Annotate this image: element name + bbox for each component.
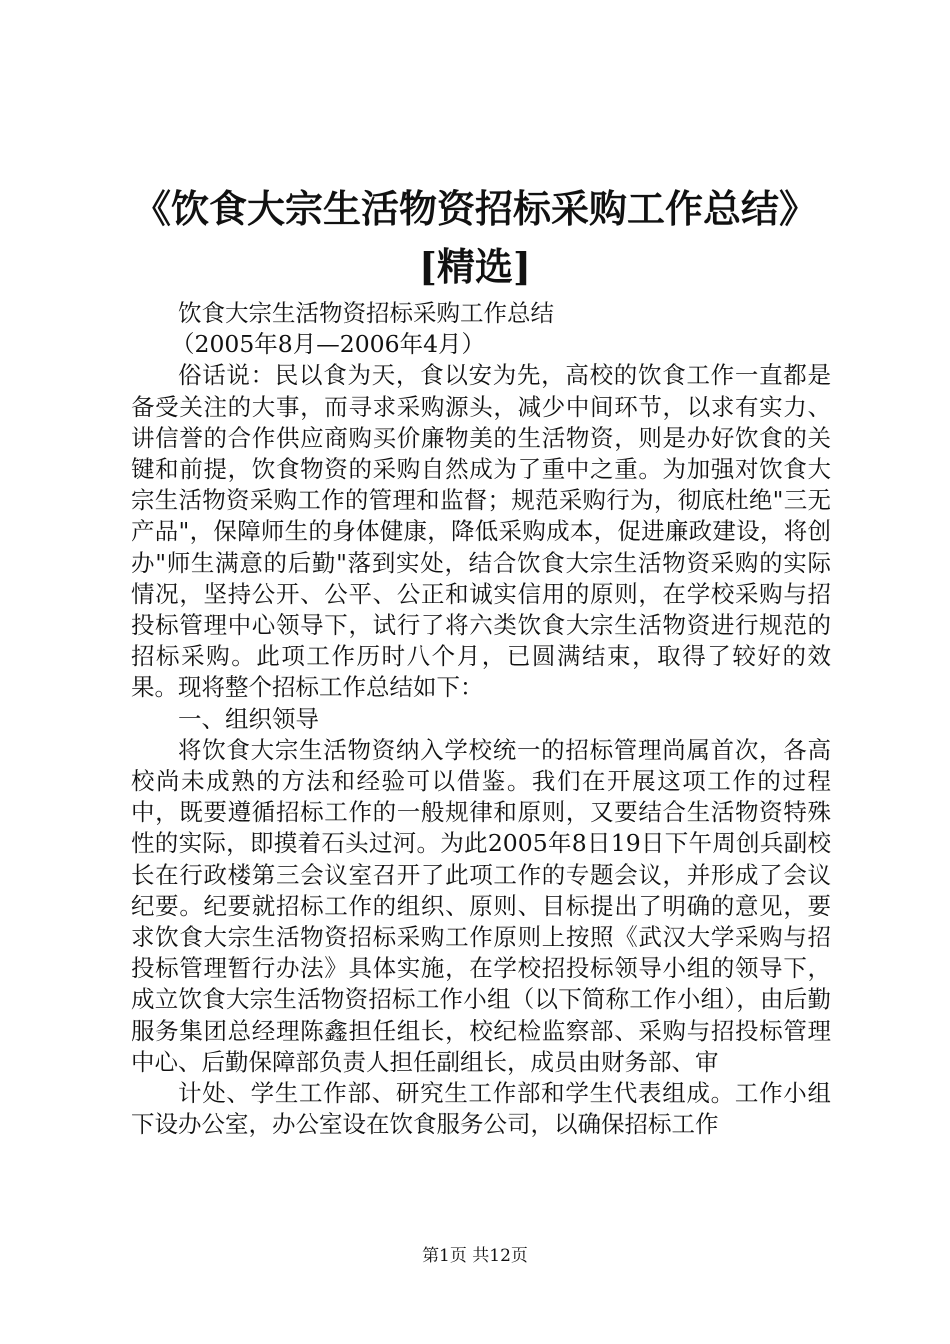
document-body <box>131 298 831 1140</box>
paragraph-date-range: （2005年8月—2006年4月） <box>171 330 486 359</box>
page-footer: 第1页 共12页 <box>422 1246 528 1266</box>
paragraph-continuation: 计处、学生工作部、研究生工作部和学生代表组成。工作小组下设办公室，办公室设在饮食服务公司，以确保招标工作 <box>131 1079 831 1139</box>
section-heading-organization: 一、组织领导 <box>178 704 319 733</box>
paragraph-intro: 俗话说：民以食为天，食以安为先，高校的饮食工作一直都是备受关注的大事，而寻求采购源头，减少中间环节，以求有实力、讲信誉的合作供应商购买价廉物美的生活物资，则是办好饮食的关键和前提，饮食物资的采购自然成为了重中之重。为加强对饮食大宗生活物资采购工作的管理和监督；规范采购行为，彻底杜绝"三无产品"，保障师生的身体健康，降低采购成本，促进廉政建设，将创办"师生满意的后勤"落到实处，结合饮食大宗生活物资采购的实际情况，坚持公开、公平、公正和诚实信用的原则，在学校采购与招投标管理中心领导下，试行了将六类饮食大宗生活物资进行规范的招标采购。此项工作历时八个月，已圆满结束，取得了较好的效果。现将整个招标工作总结如下： <box>131 361 831 702</box>
paragraph-organization: 将饮食大宗生活物资纳入学校统一的招标管理尚属首次，各高校尚未成熟的方法和经验可以借鉴。我们在开展这项工作的过程中，既要遵循招标工作的一般规律和原则，又要结合生活物资特殊性的实际，即摸着石头过河。为此2005年8日19日下午周创兵副校长在行政楼第三会议室召开了此项工作的专题会议，并形成了会议纪要。纪要就招标工作的组织、原则、目标提出了明确的意见，要求饮食大宗生活物资招标采购工作原则上按照《武汉大学采购与招投标管理暂行办法》具体实施，在学校招投标领导小组的领导下，成立饮食大宗生活物资招标工作小组（以下简称工作小组），由后勤服务集团总经理陈鑫担任组长，校纪检监察部、采购与招投标管理中心、后勤保障部负责人担任副组长，成员由财务部、审 <box>131 735 831 1076</box>
paragraph-subtitle: 饮食大宗生活物资招标采购工作总结 <box>178 299 554 327</box>
document-title: 《饮食大宗生活物资招标采购工作总结》[精选] <box>132 186 817 289</box>
